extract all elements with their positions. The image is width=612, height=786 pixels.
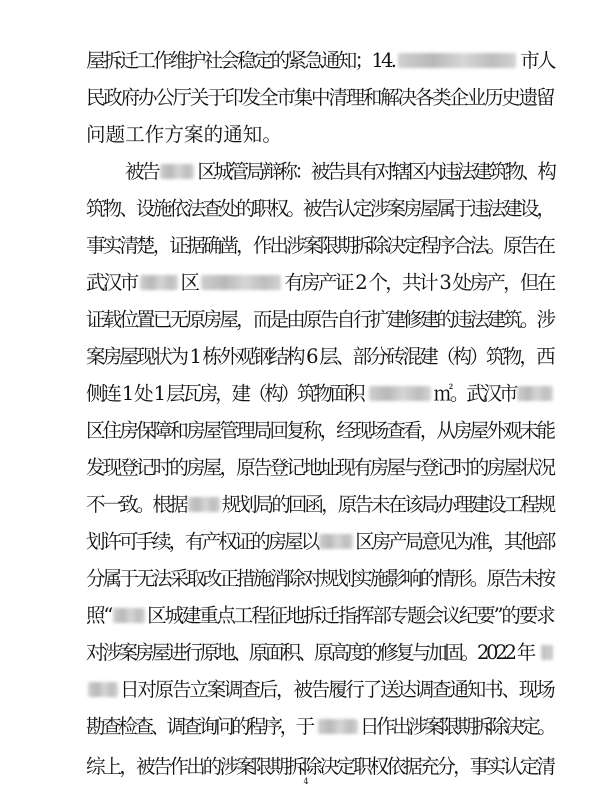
text-line <box>0 384 612 404</box>
text-segment: 综上，被告作出的涉案限期拆除决定职权依据充分，事实认定清 <box>86 755 554 778</box>
text-segment: 被告 <box>125 160 158 183</box>
page-number: 4 <box>303 777 309 786</box>
redacted-text <box>541 645 553 660</box>
text-line <box>0 51 612 71</box>
text-line <box>0 495 612 515</box>
text-segment: 区城管局辩称：被告具有对辖区内违法建筑物、构 <box>197 160 554 183</box>
text-line <box>0 643 612 663</box>
text-line <box>0 532 612 552</box>
redacted-text <box>88 682 118 697</box>
text-segment: 勘查检查、调查询问的程序，于 <box>86 715 312 738</box>
text-segment: 区房产局意见为准，其他部 <box>355 530 554 553</box>
text-segment: 划许可手续，有产权证的房屋以 <box>86 530 318 553</box>
text-segment: 问题工作方案的通知。 <box>86 123 283 146</box>
text-line <box>0 717 612 737</box>
text-line <box>0 88 612 108</box>
text-line <box>0 757 612 777</box>
text-line <box>0 273 612 293</box>
text-segment: 武汉市 <box>86 271 137 294</box>
redacted-text <box>369 386 431 401</box>
text-segment: 区住房保障和房屋管理局回复称，经现场查看，从房屋外观未能 <box>86 419 554 442</box>
redacted-text <box>398 53 516 68</box>
text-segment: 有房产证 2 个，共计 3 处房产，但在 <box>284 271 554 294</box>
text-segment: 照“ <box>86 604 112 627</box>
text-segment: 事实清楚，证据确凿，作出涉案限期拆除决定程序合法。原告在 <box>86 234 554 257</box>
text-line <box>0 125 612 145</box>
text-line <box>0 458 612 478</box>
text-segment: 对涉案房屋进行原地、原面积、原高度的修复与加固。2022 年 <box>86 641 533 664</box>
text-line <box>0 162 612 182</box>
text-segment: 区城建重点工程征地拆迁指挥部专题会议纪要”的要求 <box>147 604 554 627</box>
text-line <box>0 606 612 626</box>
redacted-text <box>319 534 353 549</box>
text-segment: 日对原告立案调查后，被告履行了送达调查通知书、现场 <box>120 678 554 701</box>
text-segment: 日作出涉案限期拆除决定。 <box>359 715 554 738</box>
text-segment: 分属于无法采取改正措施消除对规划实施影响的情形。原告未按 <box>86 567 554 590</box>
text-line <box>0 310 612 330</box>
text-segment: 侧连 1 处 1 层瓦房，建（构）筑物面积 <box>86 382 363 405</box>
text-segment: 民政府办公厅关于印发全市集中清理和解决各类企业历史遗留 <box>86 86 554 109</box>
text-segment: 规划局的回函，原告未在该局办理建设工程规 <box>221 493 554 516</box>
text-segment: ㎡。武汉市 <box>433 382 516 405</box>
text-segment: 市人 <box>520 49 554 72</box>
redacted-text <box>517 386 553 401</box>
text-line <box>0 347 612 367</box>
text-segment: 证载位置已无原房屋，而是由原告自行扩建修建的违法建筑。涉 <box>86 308 554 331</box>
text-line <box>0 421 612 441</box>
redacted-text <box>160 164 194 179</box>
redacted-text <box>113 608 145 623</box>
text-segment: 屋拆迁工作维护社会稳定的紧急通知；14. <box>86 49 395 72</box>
redacted-text <box>201 275 281 290</box>
text-line <box>0 236 612 256</box>
text-line <box>0 569 612 589</box>
text-segment: 不一致。根据 <box>86 493 186 516</box>
text-line <box>0 199 612 219</box>
redacted-text <box>318 719 358 734</box>
redacted-text <box>188 497 220 512</box>
text-segment: 案房屋现状为 1 栋外观钢结构 6 层、部分砖混建（构）筑物，西 <box>86 345 553 368</box>
redacted-text <box>140 275 178 290</box>
text-segment: 区 <box>180 271 198 294</box>
text-segment: 发现登记时的房屋，原告登记地址现有房屋与登记时的房屋状况 <box>86 456 554 479</box>
text-line <box>0 680 612 700</box>
text-segment: 筑物、设施依法查处的职权。被告认定涉案房屋属于违法建设， <box>86 197 554 220</box>
